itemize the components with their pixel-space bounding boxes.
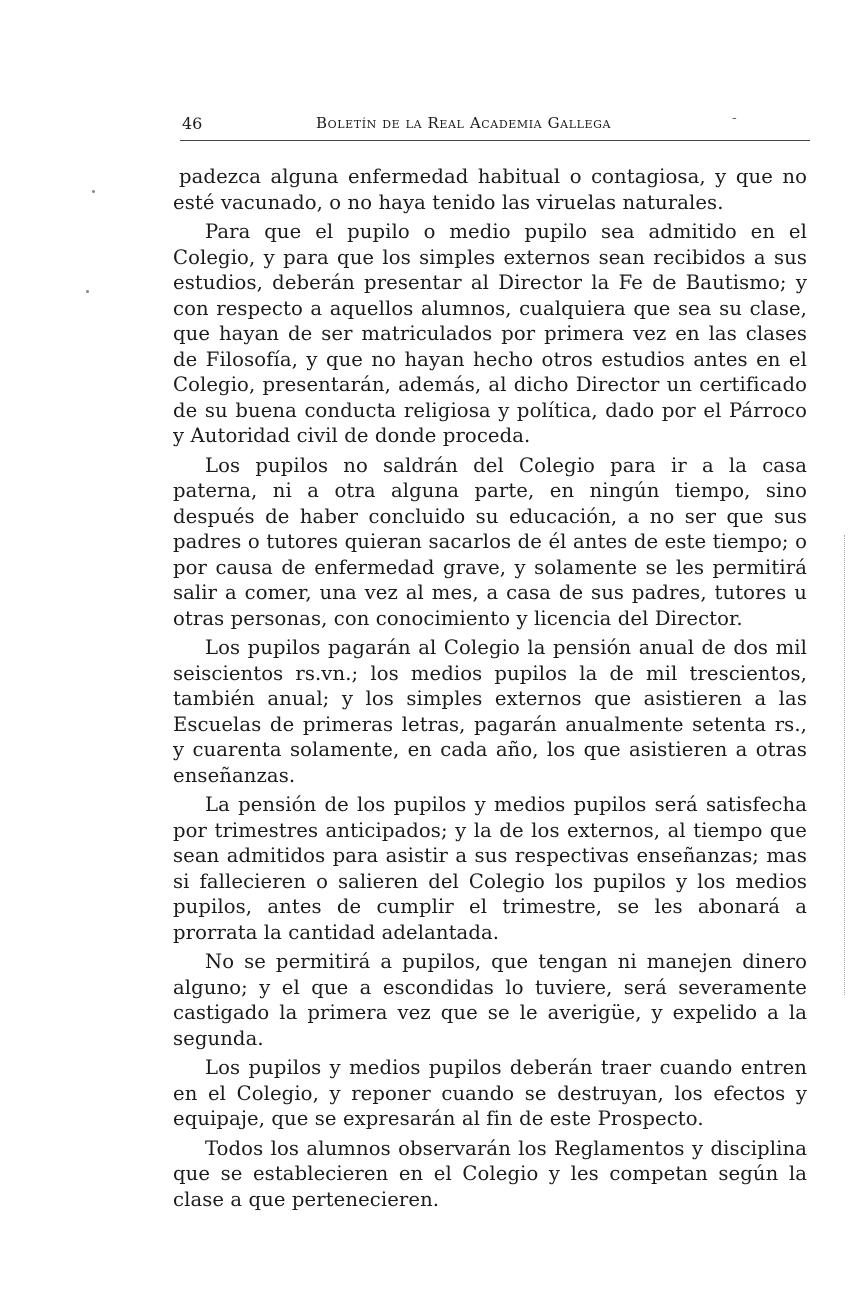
paragraph-5: La pensión de los pupilos y medios pupilos será satisfecha por trimestres anticipados; y la de los externos, al tiempo que sean admitidos para asistir a sus respectivas enseñanzas; mas si fallecieren o salieren del Colegio los pupilos y los medios pupilos, antes de cumplir el trimestre, se les abonará a prorrata la cantidad adelantada. [173, 793, 807, 944]
paragraph-6: No se permitirá a pupilos, que tengan ni manejen dinero alguno; y el que a escondidas lo tuviere, será severamente castigado la primera vez que se le averigüe, y expelido a la segunda. [173, 950, 807, 1050]
paragraph-7: Los pupilos y medios pupilos deberán traer cuando entren en el Colegio, y reponer cuando se destruyan, los efectos y equipaje, que se expresarán al fin de este Prospecto. [173, 1056, 807, 1130]
paragraph-1: padezca alguna enfermedad habitual o contagiosa, y que no esté vacunado, o no haya tenido las viruelas naturales. [173, 165, 807, 214]
paragraph-4: Los pupilos pagarán al Colegio la pensión anual de dos mil seiscientos rs.vn.; los medios pupilos la de mil trescientos, también anual; y los simples externos que asistieren a las Escuelas de primeras letras, pagarán anualmente setenta rs., y cuarenta solamente, en cada año, los que asistieren a otras enseñanzas. [173, 636, 807, 787]
header-mark: - [732, 110, 737, 126]
page-number: 46 [182, 114, 203, 133]
paragraph-2: Para que el pupilo o medio pupilo sea admitido en el Colegio, y para que los simples externos sean recibidos a sus estudios, deberán presentar al Director la Fe de Bautismo; y con respecto a aquellos alumnos, cualquiera que sea su clase, que hayan de ser matriculados por primera vez en las clases de Filosofía, y que no hayan hecho otros estudios antes en el Colegio, presentarán, además, al dicho Director un certificado de su buena conducta religiosa y política, dado por el Párroco y Autoridad civil de donde proceda. [173, 220, 807, 447]
paragraph-8: Todos los alumnos observarán los Reglamentos y disciplina que se establecieren en el Colegio y les competan según la clase a que pertenecieren. [173, 1136, 807, 1211]
page-header [180, 110, 810, 141]
body-text [173, 164, 807, 1212]
margin-dot [92, 190, 95, 193]
gutter-line [844, 535, 845, 995]
running-title: Boletín de la Real Academia Gallega [316, 114, 612, 132]
margin-dot [86, 290, 89, 293]
paragraph-3: Los pupilos no saldrán del Colegio para ir a la casa paterna, ni a otra alguna parte, en ningún tiempo, sino después de haber concluido su educación, a no ser que sus padres o tutores quieran sacarlos de él antes de este tiempo; o por causa de enfermedad grave, y solamente se les permitirá salir a comer, una vez al mes, a casa de sus padres, tutores u otras personas, con conocimiento y licencia del Director. [173, 453, 807, 630]
